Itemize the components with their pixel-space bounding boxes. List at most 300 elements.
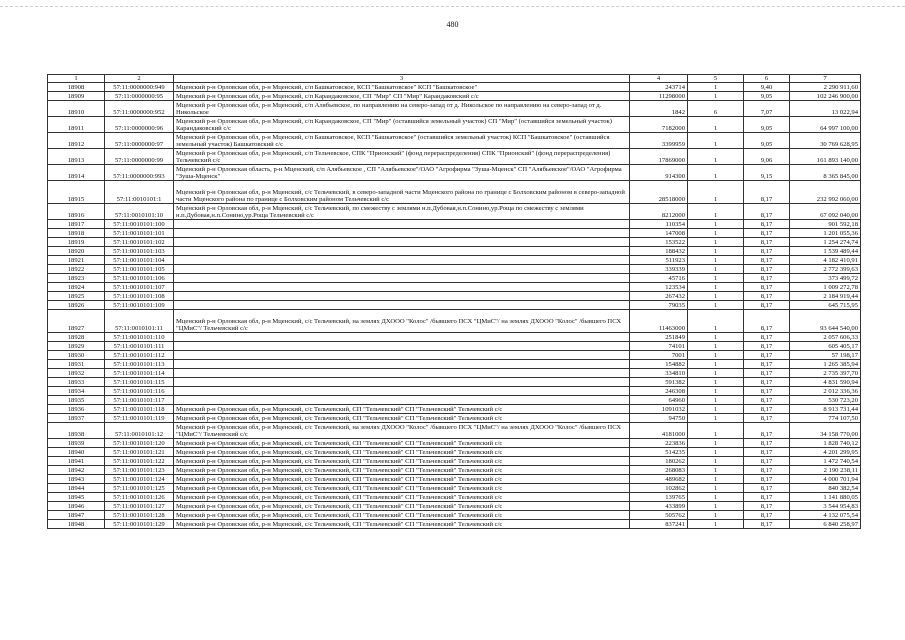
cadastral-number-cell: 57:11:0010101:11 [105, 310, 174, 333]
count-cell: 1 [688, 83, 744, 92]
table-row [48, 520, 861, 529]
cadastral-number-cell: 57:11:0010101:103 [105, 247, 174, 256]
count-cell: 1 [688, 342, 744, 351]
value-cell: 30 769 628,95 [790, 133, 861, 149]
row-number-cell: 18936 [48, 405, 105, 414]
rate-cell: 8,17 [744, 502, 790, 511]
rate-cell: 8,17 [744, 423, 790, 439]
description-cell: Мценский р-н Орловская обл, р-н Мценский, с/п Карандаковское, СП "Мир" СП "Мир" Карандаковский с/с [174, 92, 630, 101]
rate-cell: 8,17 [744, 396, 790, 405]
description-cell [174, 369, 630, 378]
value-cell: 8 913 731,44 [790, 405, 861, 414]
area-cell: 505762 [630, 511, 688, 520]
cadastral-number-cell: 57:11:0010101:114 [105, 369, 174, 378]
count-cell: 1 [688, 423, 744, 439]
cadastral-number-cell: 57:11:0010101:106 [105, 274, 174, 283]
row-number-cell: 18947 [48, 511, 105, 520]
description-cell: Мценский р-н Орловская обл, р-н Мценский, с/с Тельчевский, СП "Тельчевский" СП "Тельчевский" Тельчевский с/с [174, 502, 630, 511]
row-number-cell: 18917 [48, 220, 105, 229]
value-cell: 6 840 258,97 [790, 520, 861, 529]
area-cell: 591382 [630, 378, 688, 387]
count-cell: 1 [688, 92, 744, 101]
description-cell [174, 396, 630, 405]
row-number-cell: 18914 [48, 165, 105, 181]
table-row [48, 92, 861, 101]
row-number-cell: 18924 [48, 283, 105, 292]
cadastral-number-cell: 57:11:0000000:952 [105, 101, 174, 117]
area-cell: 3399959 [630, 133, 688, 149]
cadastral-number-cell: 57:11:0010101:109 [105, 301, 174, 310]
count-cell: 1 [688, 484, 744, 493]
count-cell: 1 [688, 181, 744, 204]
table-row [48, 229, 861, 238]
area-cell: 123534 [630, 283, 688, 292]
cadastral-number-cell: 57:11:0000000:993 [105, 165, 174, 181]
rate-cell: 8,17 [744, 475, 790, 484]
cadastral-number-cell: 57:11:0010101:104 [105, 256, 174, 265]
value-cell: 774 107,50 [790, 414, 861, 423]
description-cell: Мценский р-н Орловская область, р-н Мценский, с/п Алябьевское , СП "Алябьевское"/ОАО "Агрофирма "Зуша-Мценск" СП "Алябьевское"/ОАО "Агрофирма "Зуша-Мценск" [174, 165, 630, 181]
value-cell: 840 382,54 [790, 484, 861, 493]
value-cell: 4 831 590,94 [790, 378, 861, 387]
value-cell: 645 715,95 [790, 301, 861, 310]
row-number-cell: 18910 [48, 101, 105, 117]
area-cell: 110354 [630, 220, 688, 229]
row-number-cell: 18920 [48, 247, 105, 256]
scan-top-edge [0, 6, 905, 7]
description-cell [174, 238, 630, 247]
value-cell: 1 828 740,12 [790, 439, 861, 448]
table-row [48, 457, 861, 466]
description-cell [174, 247, 630, 256]
table-row [48, 466, 861, 475]
area-cell: 514235 [630, 448, 688, 457]
value-cell: 1 009 272,78 [790, 283, 861, 292]
area-cell: 433899 [630, 502, 688, 511]
count-cell: 1 [688, 283, 744, 292]
value-cell: 232 992 060,00 [790, 181, 861, 204]
description-cell: Мценский р-н Орловская обл, р-н Мценский, с/п Карандаковское, СП "Мир" (оставшийся земельный участок) СП "Мир" (оставшийся земельный участок) Карандаковский с/с [174, 117, 630, 133]
rate-cell: 8,17 [744, 351, 790, 360]
value-cell: 2 772 399,63 [790, 265, 861, 274]
row-number-cell: 18926 [48, 301, 105, 310]
row-number-cell: 18940 [48, 448, 105, 457]
row-number-cell: 18919 [48, 238, 105, 247]
count-cell: 1 [688, 457, 744, 466]
description-cell [174, 229, 630, 238]
count-cell: 1 [688, 117, 744, 133]
rate-cell: 8,17 [744, 301, 790, 310]
area-cell: 139765 [630, 493, 688, 502]
area-cell: 334810 [630, 369, 688, 378]
area-cell: 267432 [630, 292, 688, 301]
area-cell: 79035 [630, 301, 688, 310]
description-cell: Мценский р-н Орловская обл, р-н Мценский, с/с Тельчевский, СП "Тельчевский" СП "Тельчевский" Тельчевский с/с [174, 511, 630, 520]
area-cell: 180262 [630, 457, 688, 466]
rate-cell: 7,07 [744, 101, 790, 117]
table-row [48, 274, 861, 283]
description-cell: Мценский р-н Орловская обл, р-н Мценский, с/с Тельчевский, СП "Тельчевский" СП "Тельчевский" Тельчевский с/с [174, 484, 630, 493]
value-cell: 34 158 770,00 [790, 423, 861, 439]
value-cell: 8 365 845,00 [790, 165, 861, 181]
description-cell: Мценский р-н Орловская обл, р-н Мценский, с/с Тельчевский, СП "Тельчевский" СП "Тельчевский" Тельчевский с/с [174, 520, 630, 529]
value-cell: 4 201 299,95 [790, 448, 861, 457]
cadastral-number-cell: 57:11:0010101:119 [105, 414, 174, 423]
value-cell: 67 092 040,00 [790, 204, 861, 220]
value-cell: 1 141 880,05 [790, 493, 861, 502]
description-cell: Мценский р-н Орловская обл, р-н Мценский, с/п Тельчевское, СПК "Прионский" (фонд перераспределения) СПК "Прионский" (фонд перераспределения) Тельчевский с/с [174, 149, 630, 165]
table-row [48, 423, 861, 439]
value-cell: 4 182 410,91 [790, 256, 861, 265]
table-row [48, 283, 861, 292]
value-cell: 13 022,94 [790, 101, 861, 117]
cadastral-number-cell: 57:11:0010101:100 [105, 220, 174, 229]
rate-cell: 8,17 [744, 405, 790, 414]
row-number-cell: 18915 [48, 181, 105, 204]
count-cell: 1 [688, 149, 744, 165]
count-cell: 1 [688, 265, 744, 274]
count-cell: 1 [688, 520, 744, 529]
row-number-cell: 18922 [48, 265, 105, 274]
count-cell: 1 [688, 310, 744, 333]
row-number-cell: 18911 [48, 117, 105, 133]
rate-cell: 8,17 [744, 283, 790, 292]
description-cell: Мценский р-н Орловская обл, р-н Мценский, с/п Башкатовское, КСП "Башкатовское" (оставшийся земельный участок) КСП "Башкатовское" (оставшийся земельный участок) Башкатовский с/с [174, 133, 630, 149]
table-row [48, 439, 861, 448]
table-row [48, 117, 861, 133]
header-cell: 6 [744, 75, 790, 83]
count-cell: 1 [688, 378, 744, 387]
rate-cell: 8,17 [744, 520, 790, 529]
area-cell: 94750 [630, 414, 688, 423]
value-cell: 57 198,17 [790, 351, 861, 360]
cadastral-number-cell: 57:11:0010101:108 [105, 292, 174, 301]
count-cell: 1 [688, 387, 744, 396]
area-cell: 914300 [630, 165, 688, 181]
area-cell: 223836 [630, 439, 688, 448]
table-row [48, 265, 861, 274]
description-cell [174, 292, 630, 301]
count-cell: 1 [688, 414, 744, 423]
count-cell: 1 [688, 292, 744, 301]
table-row [48, 333, 861, 342]
description-cell: Мценский р-н Орловская обл, р-н Мценский, с/с Тельчевский, по смежеству с землями н.п.Дубовая,н.п.Сонино,ур.Роща по смежеству с землями н.п.Дубовая,н.п.Сонино,ур.Роща Тельчевский с/с [174, 204, 630, 220]
area-cell: 64960 [630, 396, 688, 405]
cadastral-number-cell: 57:11:0010101:102 [105, 238, 174, 247]
count-cell: 1 [688, 351, 744, 360]
row-number-cell: 18928 [48, 333, 105, 342]
description-cell: Мценский р-н Орловская обл, р-н Мценский, с/с Тельчевский, СП "Тельчевский" СП "Тельчевский" Тельчевский с/с [174, 405, 630, 414]
table-row [48, 301, 861, 310]
cadastral-number-cell: 57:11:0010101:128 [105, 511, 174, 520]
area-cell: 8212000 [630, 204, 688, 220]
rate-cell: 8,17 [744, 439, 790, 448]
value-cell: 1 265 385,94 [790, 360, 861, 369]
table-row [48, 405, 861, 414]
rate-cell: 8,17 [744, 457, 790, 466]
value-cell: 1 201 055,36 [790, 229, 861, 238]
row-number-cell: 18935 [48, 396, 105, 405]
description-cell [174, 274, 630, 283]
row-number-cell: 18913 [48, 149, 105, 165]
table-row [48, 220, 861, 229]
row-number-cell: 18927 [48, 310, 105, 333]
description-cell: Мценский р-н Орловская обл, р-н Мценский, с/с Тельчевский, СП "Тельчевский" СП "Тельчевский" Тельчевский с/с [174, 439, 630, 448]
rate-cell: 9,40 [744, 83, 790, 92]
table-row [48, 475, 861, 484]
value-cell: 1 539 489,44 [790, 247, 861, 256]
description-cell [174, 265, 630, 274]
description-cell [174, 342, 630, 351]
count-cell: 1 [688, 333, 744, 342]
row-number-cell: 18929 [48, 342, 105, 351]
value-cell: 2 190 238,11 [790, 466, 861, 475]
description-cell [174, 220, 630, 229]
row-number-cell: 18943 [48, 475, 105, 484]
rate-cell: 8,17 [744, 247, 790, 256]
cadastral-number-cell: 57:11:0010101:116 [105, 387, 174, 396]
table-row [48, 247, 861, 256]
area-cell: 11298000 [630, 92, 688, 101]
value-cell: 64 997 100,00 [790, 117, 861, 133]
cadastral-number-cell: 57:11:0010101:115 [105, 378, 174, 387]
rate-cell: 8,17 [744, 256, 790, 265]
description-cell: Мценский р-н Орловская обл, р-н Мценский, с/с Тельчевский, СП "Тельчевский" СП "Тельчевский" Тельчевский с/с [174, 414, 630, 423]
area-cell: 74101 [630, 342, 688, 351]
description-cell: Мценский р-н Орловская обл, р-н Мценский, с/с Тельчевский, СП "Тельчевский" СП "Тельчевский" Тельчевский с/с [174, 493, 630, 502]
row-number-cell: 18908 [48, 83, 105, 92]
count-cell: 1 [688, 405, 744, 414]
row-number-cell: 18912 [48, 133, 105, 149]
area-cell: 28518000 [630, 181, 688, 204]
rate-cell: 8,17 [744, 342, 790, 351]
value-cell: 2 057 606,33 [790, 333, 861, 342]
count-cell: 1 [688, 301, 744, 310]
row-number-cell: 18931 [48, 360, 105, 369]
table-row [48, 378, 861, 387]
cadastral-number-cell: 57:11:0010101:110 [105, 333, 174, 342]
row-number-cell: 18934 [48, 387, 105, 396]
area-cell: 7182000 [630, 117, 688, 133]
area-cell: 147008 [630, 229, 688, 238]
area-cell: 251849 [630, 333, 688, 342]
value-cell: 2 735 397,70 [790, 369, 861, 378]
rate-cell: 8,17 [744, 360, 790, 369]
count-cell: 1 [688, 396, 744, 405]
count-cell: 1 [688, 502, 744, 511]
table-row [48, 133, 861, 149]
count-cell: 1 [688, 475, 744, 484]
table-row [48, 511, 861, 520]
table-row [48, 101, 861, 117]
area-cell: 268083 [630, 466, 688, 475]
table-row [48, 342, 861, 351]
area-cell: 102862 [630, 484, 688, 493]
row-number-cell: 18945 [48, 493, 105, 502]
description-cell: Мценский р-н Орловская обл, р-н Мценский, с/с Тельчевский, СП "Тельчевский" СП "Тельчевский" Тельчевский с/с [174, 466, 630, 475]
value-cell: 1 472 740,54 [790, 457, 861, 466]
row-number-cell: 18932 [48, 369, 105, 378]
cadastral-number-cell: 57:11:0000000:95 [105, 92, 174, 101]
cadastral-number-cell: 57:11:0010101:125 [105, 484, 174, 493]
area-cell: 7001 [630, 351, 688, 360]
count-cell: 1 [688, 369, 744, 378]
row-number-cell: 18909 [48, 92, 105, 101]
area-cell: 339339 [630, 265, 688, 274]
area-cell: 243714 [630, 83, 688, 92]
description-cell: Мценский р-н Орловская обл, р-н Мценский, с/с Тельчевский, на землях ДХООО "Колос" /бывшего ПСХ "ЦМиС"/ на землях ДХООО "Колос" /бывшего ПСХ "ЦМиС"/ Тельчевский с/с [174, 423, 630, 439]
description-cell: Мценский р-н Орловская обл, р-н Мценский, с/п Алябьевское, по направлению на северо-запад от д. Никольское по направлению на северо-запад от д. Никольское [174, 101, 630, 117]
count-cell: 1 [688, 238, 744, 247]
area-cell: 188432 [630, 247, 688, 256]
table-row [48, 351, 861, 360]
value-cell: 901 592,18 [790, 220, 861, 229]
count-cell: 1 [688, 493, 744, 502]
rate-cell: 8,17 [744, 466, 790, 475]
land-registry-table [47, 74, 861, 529]
count-cell: 1 [688, 133, 744, 149]
value-cell: 102 246 900,00 [790, 92, 861, 101]
row-number-cell: 18930 [48, 351, 105, 360]
rate-cell: 8,17 [744, 378, 790, 387]
row-number-cell: 18923 [48, 274, 105, 283]
value-cell: 373 499,72 [790, 274, 861, 283]
area-cell: 45716 [630, 274, 688, 283]
count-cell: 1 [688, 511, 744, 520]
area-cell: 17869000 [630, 149, 688, 165]
row-number-cell: 18921 [48, 256, 105, 265]
rate-cell: 8,17 [744, 274, 790, 283]
rate-cell: 8,17 [744, 511, 790, 520]
value-cell: 93 644 540,00 [790, 310, 861, 333]
cadastral-number-cell: 57:11:0010101:127 [105, 502, 174, 511]
row-number-cell: 18941 [48, 457, 105, 466]
area-cell: 837241 [630, 520, 688, 529]
rate-cell: 9,05 [744, 133, 790, 149]
row-number-cell: 18942 [48, 466, 105, 475]
cadastral-number-cell: 57:11:0010101:118 [105, 405, 174, 414]
rate-cell: 8,17 [744, 220, 790, 229]
rate-cell: 8,17 [744, 414, 790, 423]
header-row [48, 75, 861, 83]
value-cell: 530 723,20 [790, 396, 861, 405]
table-row [48, 310, 861, 333]
count-cell: 6 [688, 101, 744, 117]
rate-cell: 8,17 [744, 448, 790, 457]
table-row [48, 493, 861, 502]
area-cell: 489682 [630, 475, 688, 484]
row-number-cell: 18938 [48, 423, 105, 439]
table-row [48, 414, 861, 423]
value-cell: 2 290 911,60 [790, 83, 861, 92]
cadastral-number-cell: 57:11:0000000:99 [105, 149, 174, 165]
rate-cell: 8,17 [744, 310, 790, 333]
count-cell: 1 [688, 360, 744, 369]
row-number-cell: 18946 [48, 502, 105, 511]
area-cell: 4181000 [630, 423, 688, 439]
cadastral-number-cell: 57:11:0010101:107 [105, 283, 174, 292]
table-row [48, 292, 861, 301]
table-row [48, 369, 861, 378]
rate-cell: 8,17 [744, 387, 790, 396]
table-row [48, 83, 861, 92]
description-cell: Мценский р-н Орловская обл, р-н Мценский, с/с Тельчевский, на землях ДХООО "Колос" /бывшего ПСХ "ЦМиС"/ на землях ДХООО "Колос" /бывшего ПСХ "ЦМиС"/ Тельчевский с/с [174, 310, 630, 333]
value-cell: 605 405,17 [790, 342, 861, 351]
cadastral-number-cell: 57:11:0010101:112 [105, 351, 174, 360]
header-cell: 5 [688, 75, 744, 83]
cadastral-number-cell: 57:11:0010101:129 [105, 520, 174, 529]
count-cell: 1 [688, 220, 744, 229]
description-cell [174, 333, 630, 342]
rate-cell: 8,17 [744, 292, 790, 301]
count-cell: 1 [688, 448, 744, 457]
row-number-cell: 18933 [48, 378, 105, 387]
description-cell: Мценский р-н Орловская обл, р-н Мценский, с/п Башкатовское, КСП "Башкатовское" КСП "Башкатовское" [174, 83, 630, 92]
description-cell: Мценский р-н Орловская обл, р-н Мценский, с/с Тельчевский, СП "Тельчевский" СП "Тельчевский" Тельчевский с/с [174, 457, 630, 466]
count-cell: 1 [688, 165, 744, 181]
row-number-cell: 18925 [48, 292, 105, 301]
description-cell: Мценский р-н Орловская обл, р-н Мценский, с/с Тельчевский, СП "Тельчевский" СП "Тельчевский" Тельчевский с/с [174, 448, 630, 457]
table-row [48, 165, 861, 181]
count-cell: 1 [688, 247, 744, 256]
area-cell: 511923 [630, 256, 688, 265]
description-cell [174, 301, 630, 310]
description-cell [174, 360, 630, 369]
area-cell: 154882 [630, 360, 688, 369]
header-cell: 4 [630, 75, 688, 83]
description-cell: Мценский р-н Орловская обл, р-н Мценский, с/с Тельчевский, СП "Тельчевский" СП "Тельчевский" Тельчевский с/с [174, 475, 630, 484]
row-number-cell: 18944 [48, 484, 105, 493]
cadastral-number-cell: 57:11:0010101:101 [105, 229, 174, 238]
description-cell [174, 378, 630, 387]
cadastral-number-cell: 57:11:0010101:121 [105, 448, 174, 457]
area-cell: 11463000 [630, 310, 688, 333]
description-cell [174, 387, 630, 396]
value-cell: 4 132 075,54 [790, 511, 861, 520]
row-number-cell: 18918 [48, 229, 105, 238]
rate-cell: 8,17 [744, 369, 790, 378]
cadastral-number-cell: 57:11:0010101:117 [105, 396, 174, 405]
value-cell: 2 012 336,36 [790, 387, 861, 396]
description-cell [174, 351, 630, 360]
table-row [48, 204, 861, 220]
header-cell: 3 [174, 75, 630, 83]
cadastral-number-cell: 57:11:0000000:96 [105, 117, 174, 133]
rate-cell: 8,17 [744, 238, 790, 247]
count-cell: 1 [688, 256, 744, 265]
cadastral-number-cell: 57:11:0010101:123 [105, 466, 174, 475]
rate-cell: 9,06 [744, 149, 790, 165]
table-row [48, 502, 861, 511]
value-cell: 1 254 274,74 [790, 238, 861, 247]
table-row [48, 256, 861, 265]
rate-cell: 8,17 [744, 484, 790, 493]
rate-cell: 9,15 [744, 165, 790, 181]
table-row [48, 387, 861, 396]
value-cell: 3 544 954,83 [790, 502, 861, 511]
table-row [48, 396, 861, 405]
count-cell: 1 [688, 204, 744, 220]
table-row [48, 238, 861, 247]
table-row [48, 448, 861, 457]
area-cell: 246308 [630, 387, 688, 396]
description-cell: Мценский р-н Орловская обл, р-н Мценский, с/с Тельчевский, в северо-западной части Мценского района по границе с Болховским районом в северо-западной части Мценского района по границе с Болховским районом Тельчевский с/с [174, 181, 630, 204]
count-cell: 1 [688, 466, 744, 475]
cadastral-number-cell: 57:11:0010101:12 [105, 423, 174, 439]
row-number-cell: 18948 [48, 520, 105, 529]
count-cell: 1 [688, 229, 744, 238]
table-row [48, 360, 861, 369]
